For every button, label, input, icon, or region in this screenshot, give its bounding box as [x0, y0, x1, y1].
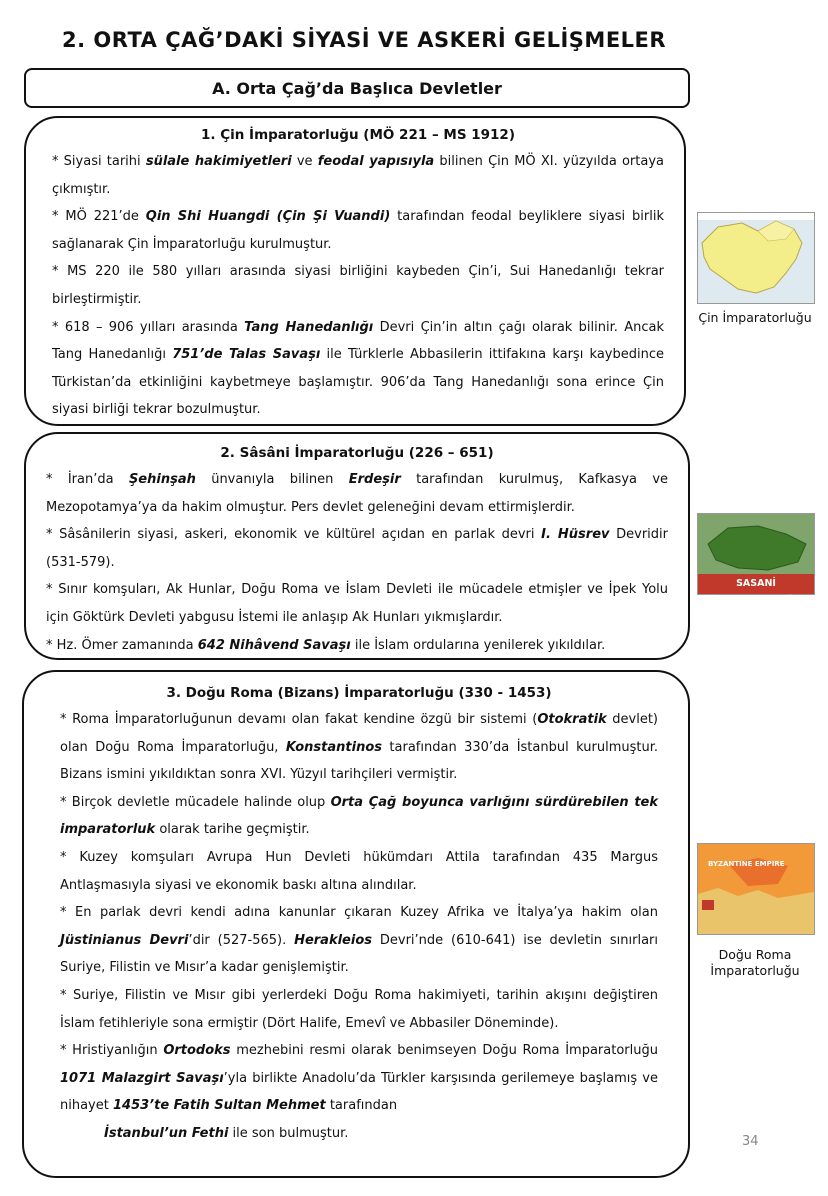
emphasized-text: Şehinşah	[128, 472, 196, 487]
paragraph	[60, 706, 658, 789]
text-run: * Hz. Ömer zamanında	[46, 637, 198, 653]
text-run: * Sınır komşuları, Ak Hunlar, Doğu Roma ve İslam Devleti ile mücadele etmişler ve İpek Yolu için Göktürk Devleti yabgusu İstemi ile anlaşıp Ak Hunları yıkmışlardır.	[46, 582, 668, 625]
text-run: * Birçok devletle mücadele halinde olup	[60, 794, 331, 810]
emphasized-text: Qin Shi Huangdi (Çin Şi Vuandi)	[145, 209, 391, 225]
byzantine-map-graphic	[698, 844, 814, 934]
text-run: * En parlak devri kendi adına kanunlar çıkaran Kuzey Afrika ve İtalya’ya hakim olan	[60, 905, 658, 921]
subtitle-text: A. Orta Çağ’da Başlıca Devletler	[212, 78, 502, 98]
sassanid-map-image	[697, 513, 815, 607]
paragraph	[52, 258, 664, 313]
emphasized-text: feodal yapısıyla	[317, 154, 435, 169]
section-byzantine	[22, 670, 690, 1178]
paragraph	[46, 576, 668, 631]
text-run: * Siyasi tarihi	[52, 154, 146, 169]
text-run: ünvanıyla bilinen	[195, 472, 349, 487]
text-run: * 618 – 906 yılları arasında	[52, 319, 245, 335]
page-number: 34	[742, 1134, 759, 1149]
section-china-title: 1. Çin İmparatorluğu (MÖ 221 – MS 1912)	[200, 127, 515, 143]
china-map-caption: Çin İmparatorluğu	[698, 310, 812, 325]
section-sassanid-body	[46, 466, 668, 659]
paragraph	[60, 899, 658, 982]
paragraph	[60, 1120, 658, 1148]
emphasized-text: Konstantinos	[285, 739, 382, 755]
text-run: bilinen Çin MÖ XI. yüzyılda ortaya çıkmıştır.	[52, 154, 664, 197]
text-run: * İran’da	[46, 472, 129, 487]
byzantine-map-caption: Doğu Roma İmparatorluğu	[710, 947, 800, 978]
emphasized-text: Ortodoks	[163, 1043, 231, 1059]
text-run: olarak tarihe geçmiştir.	[155, 822, 310, 838]
emphasized-text: 642 Nihâvend Savaşı	[197, 637, 351, 653]
paragraph	[46, 521, 668, 576]
section-china-body	[52, 148, 664, 424]
emphasized-text: Jüstinianus Devri	[60, 932, 189, 948]
emphasized-text: Erdeşir	[348, 472, 401, 487]
text-run: * Roma İmparatorluğunun devamı olan fakat kendine özgü bir sistemi (	[60, 712, 538, 727]
paragraph	[60, 1037, 658, 1120]
section-china	[24, 116, 686, 426]
byzantine-map-image	[697, 843, 815, 935]
china-map-graphic	[698, 213, 814, 303]
text-run: tarafından kurulmuş, Kafkasya ve Mezopotamya’ya da hakim olmuştur. Pers devlet geleneğini devam ettirmişlerdir.	[46, 472, 669, 515]
section-byzantine-title: 3. Doğu Roma (Bizans) İmparatorluğu (330 - 1453)	[166, 685, 552, 701]
text-run: ’yla birlikte Anadolu’da Türkler karşısında gerilemeye başlamış ve nihayet	[60, 1070, 658, 1114]
paragraph	[60, 982, 658, 1037]
text-run: Devridir (531-579).	[46, 527, 668, 570]
text-run: tarafından feodal beyliklere siyasi birlik sağlanarak Çin İmparatorluğu kurulmuştur.	[52, 209, 664, 252]
text-run: ve	[291, 154, 318, 169]
text-run: tarafından 330’da İstanbul kurulmuştur. Bizans ismini yıkıldıktan sonra XVI. Yüzyıl tarihçileri vermiştir.	[60, 739, 659, 783]
emphasized-text: Orta Çağ boyunca varlığını sürdürebilen tek imparatorluk	[60, 794, 658, 838]
text-run: * MÖ 221’de	[52, 209, 146, 225]
text-run: * Kuzey komşuları Avrupa Hun Devleti hükümdarı Attila tarafından 435 Margus Antlaşmasıyla siyasi ve ekonomik baskı altına alındılar.	[60, 849, 658, 893]
emphasized-text: 751’de Talas Savaşı	[172, 347, 321, 363]
emphasized-text: sülale hakimiyetleri	[145, 154, 292, 169]
text-run: tarafından	[325, 1098, 398, 1114]
text-run: * Hristiyanlığın	[60, 1043, 164, 1059]
text-run: * MS 220 ile 580 yılları arasında siyasi birliğini kaybeden Çin’i, Sui Hanedanlığı tekrar birleştirmiştir.	[52, 264, 664, 307]
text-run: Devri’nde (610-641) ise devletin sınırları Suriye, Filistin ve Mısır’a kadar genişlemiştir.	[60, 932, 659, 976]
china-map-image	[697, 212, 815, 304]
section-subtitle	[24, 68, 690, 108]
text-run: ile İslam ordularına yenilerek yıkıldılar.	[350, 637, 606, 653]
text-run: ile son bulmuştur.	[228, 1125, 349, 1141]
text-run: ile Türklerle Abbasilerin ittifakına karşı kaybedince Türkistan’da etkinliğini kaybetmeye başlamıştır. 906’da Tang Hanedanlığı sona erince Çin siyasi birliği tekrar bozulmuştur.	[52, 347, 664, 418]
paragraph	[52, 203, 664, 258]
section-byzantine-body	[60, 706, 658, 1148]
section-sassanid	[24, 432, 690, 660]
paragraph	[46, 466, 668, 521]
emphasized-text: İstanbul’un Fethi	[104, 1125, 229, 1141]
paragraph	[52, 314, 664, 424]
paragraph	[46, 632, 668, 660]
emphasized-text: Herakleios	[294, 932, 373, 948]
text-run: devlet) olan Doğu Roma İmparatorluğu,	[60, 712, 658, 755]
paragraph	[52, 148, 664, 203]
emphasized-text: Otokratik	[537, 712, 607, 727]
section-sassanid-title: 2. Sâsâni İmparatorluğu (226 – 651)	[220, 445, 494, 461]
emphasized-text: I. Hüsrev	[541, 527, 610, 543]
text-run: * Suriye, Filistin ve Mısır gibi yerlerdeki Doğu Roma hakimiyeti, tarihin akışını değiştiren İslam fetihleriyle sona ermiştir (Dört Halife, Emevî ve Abbasiler Döneminde).	[60, 987, 658, 1031]
paragraph	[60, 844, 658, 899]
text-run: mezhebini resmi olarak benimseyen Doğu Roma İmparatorluğu	[230, 1043, 658, 1059]
emphasized-text: Tang Hanedanlığı	[244, 319, 374, 335]
byzantine-map-label: BYZANTINE EMPIRE	[708, 860, 785, 868]
emphasized-text: 1453’te Fatih Sultan Mehmet	[112, 1098, 326, 1114]
text-run: Devri Çin’in altın çağı olarak bilinir. Ancak Tang Hanedanlığı	[52, 319, 664, 363]
text-run: * Sâsânilerin siyasi, askeri, ekonomik ve kültürel açıdan en parlak devri	[46, 527, 542, 543]
sassanid-map-banner: SASANİ İMPARATORLUĞU	[710, 578, 802, 607]
paragraph	[60, 789, 658, 844]
emphasized-text: 1071 Malazgirt Savaşı	[60, 1070, 224, 1086]
page-title: 2. ORTA ÇAĞ’DAKİ SİYASİ VE ASKERİ GELİŞMELER	[62, 28, 667, 52]
text-run: ’dir (527-565).	[188, 932, 295, 948]
